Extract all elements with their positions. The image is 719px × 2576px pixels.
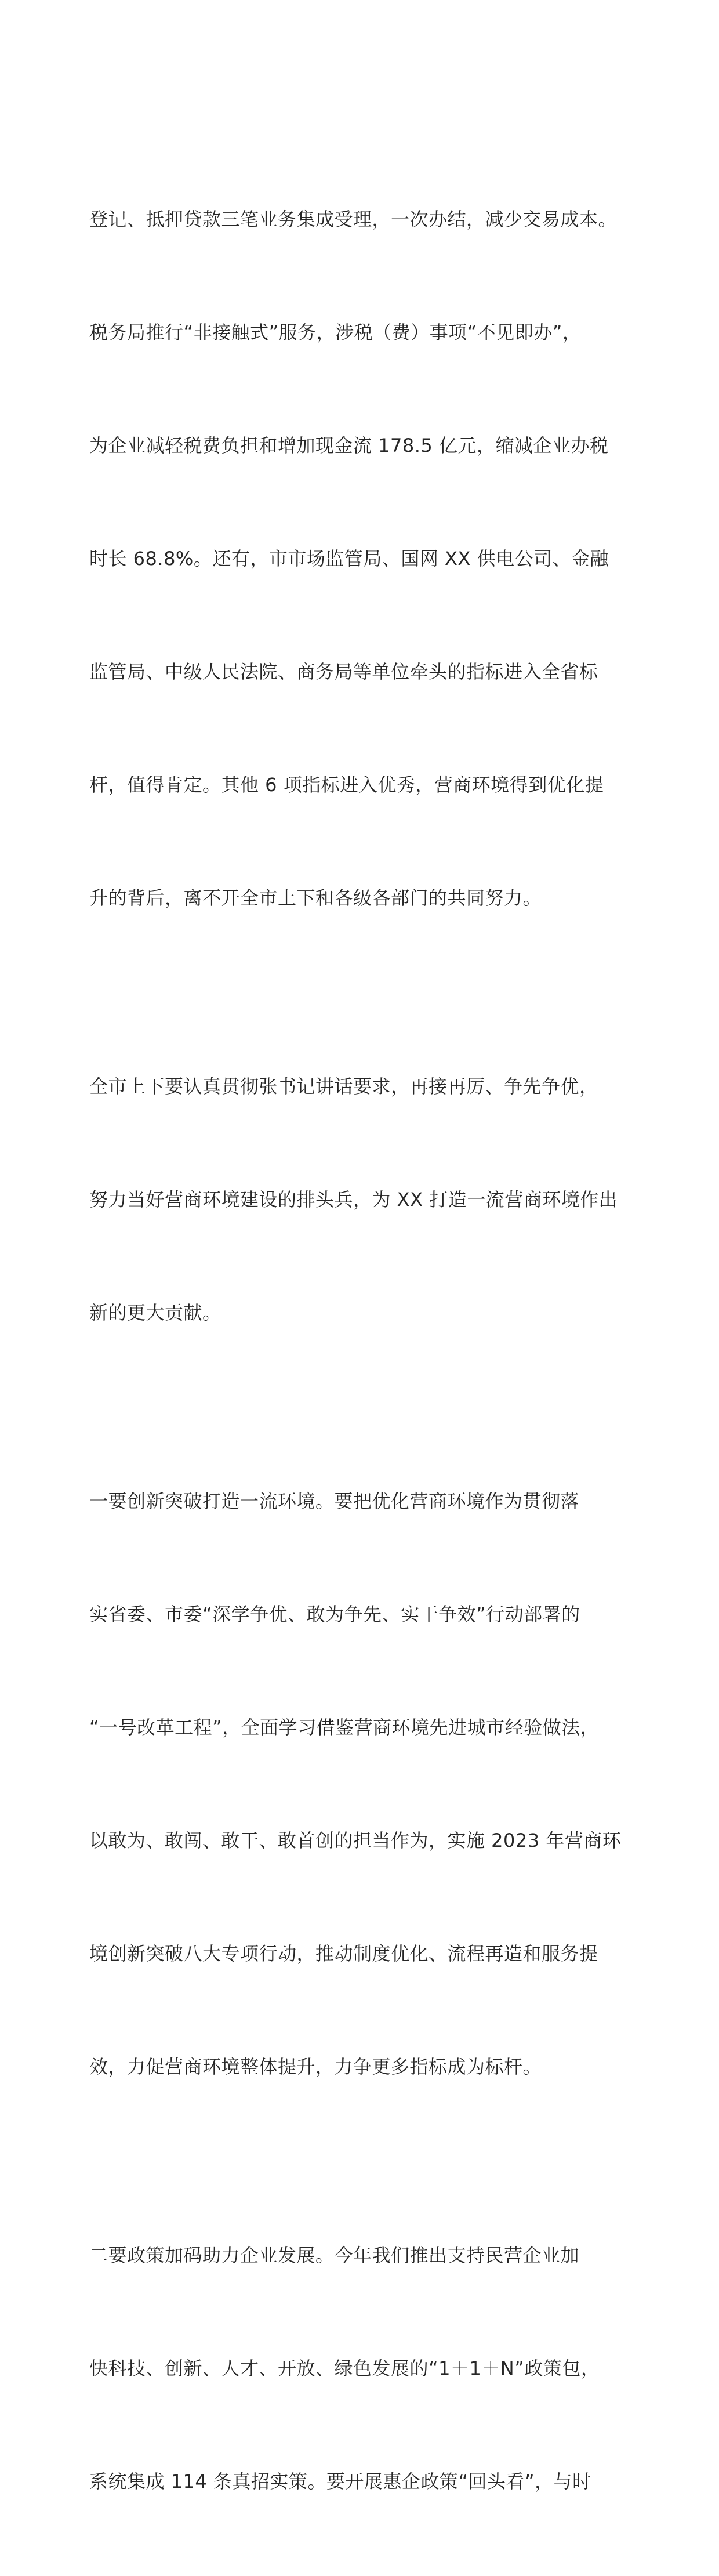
text-line: 二要政策加码助力企业发展。今年我们推出支持民营企业加 [89,2244,580,2266]
text-line: 快科技、创新、人才、开放、绿色发展的“1＋1＋N”政策包， [89,2357,600,2379]
paragraph-2 [89,992,646,1407]
document-body [89,125,646,2576]
text-line: 境创新突破八大专项行动，推动制度优化、流程再造和服务提 [89,1943,598,1965]
text-line: 登记、抵押贷款三笔业务集成受理，一次办结，减少交易成本。 [89,208,618,230]
text-line: 监管局、中级人民法院、商务局等单位牵头的指标进入全省标 [89,661,598,683]
text-line: 效，力促营商环境整体提升，力争更多指标成为标杆。 [89,2056,542,2078]
paragraph-1 [89,125,646,992]
text-line: 努力当好营商环境建设的排头兵，为 XX 打造一流营商环境作出 [89,1189,618,1211]
text-line: 全市上下要认真贯彻张书记讲话要求，再接再厉、争先争优， [89,1075,598,1097]
text-line: 升的背后，离不开全市上下和各级各部门的共同努力。 [89,887,542,909]
text-line: 税务局推行“非接触式”服务，涉税（费）事项“不见即办”， [89,321,582,343]
text-line: 一要创新突破打造一流环境。要把优化营商环境作为贯彻落 [89,1490,580,1512]
text-line: 实省委、市委“深学争优、敢为争先、实干争效”行动部署的 [89,1603,580,1625]
text-line: 时长 68.8%。还有，市市场监管局、国网 XX 供电公司、金融 [89,548,609,570]
text-line: 系统集成 114 条真招实策。要开展惠企政策“回头看”，与时 [89,2470,591,2492]
paragraph-4 [89,2161,646,2576]
text-line: “一号改革工程”，全面学习借鉴营商环境先进城市经验做法， [89,1716,600,1738]
text-line: 杆，值得肯定。其他 6 项指标进入优秀，营商环境得到优化提 [89,774,604,796]
text-line: 为企业减轻税费负担和增加现金流 178.5 亿元，缩减企业办税 [89,434,609,456]
text-line: 以敢为、敢闯、敢干、敢首创的担当作为，实施 2023 年营商环 [89,1829,622,1852]
text-line: 新的更大贡献。 [89,1302,221,1324]
paragraph-3 [89,1407,646,2161]
